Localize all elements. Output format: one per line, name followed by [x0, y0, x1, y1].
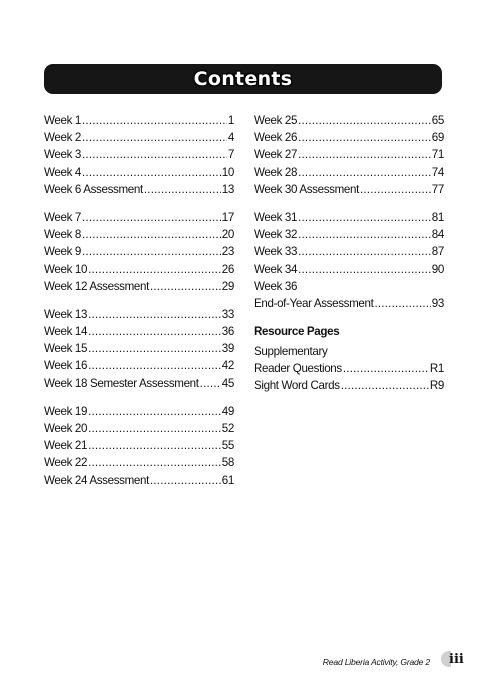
- toc-entry[interactable]: [254, 146, 444, 163]
- dot-leader: [82, 164, 221, 181]
- toc-group-2: [44, 209, 234, 295]
- toc-entry-label: Week 6 Assessment: [44, 182, 143, 196]
- toc-entry-label: Week 21: [44, 439, 88, 453]
- toc-entry-page: 42: [221, 359, 234, 373]
- toc-entry[interactable]: [44, 226, 234, 243]
- toc-entry-page: 49: [221, 404, 234, 418]
- toc-entry-label: Week 3: [44, 148, 81, 162]
- toc-entry-label: Week 8: [44, 228, 81, 242]
- toc-entry-label: Week 24 Assessment: [44, 473, 149, 487]
- toc-entry-label: Week 1: [44, 114, 81, 127]
- toc-entry-label: Week 32: [254, 228, 298, 242]
- toc-entry[interactable]: [44, 112, 234, 129]
- dot-leader: [298, 164, 431, 181]
- toc-entry-page: 87: [431, 245, 444, 259]
- toc-entry[interactable]: [44, 403, 234, 420]
- toc-entry-page: 23: [221, 245, 234, 259]
- toc-entry[interactable]: [254, 261, 444, 278]
- toc-entry-label: Week 19: [44, 404, 88, 418]
- toc-entry-label: Week 33: [254, 245, 298, 259]
- toc-entry-page: 93: [431, 296, 444, 310]
- dot-leader: [341, 377, 429, 394]
- toc-entry[interactable]: [254, 243, 444, 260]
- toc-entry-label: Week 30 Assessment: [254, 182, 359, 196]
- dot-leader: [298, 129, 431, 146]
- toc-entry-page: 13: [221, 182, 234, 196]
- dot-leader: [88, 403, 221, 420]
- toc-entry-label: Week 34: [254, 262, 298, 276]
- toc-entry-label: Week 7: [44, 210, 81, 224]
- dot-leader: [82, 146, 227, 163]
- toc-entry[interactable]: [44, 164, 234, 181]
- dot-leader: [88, 323, 221, 340]
- toc-entry-page: 7: [227, 148, 234, 162]
- toc-right-column: [254, 112, 444, 406]
- toc-entry[interactable]: [44, 357, 234, 374]
- toc-entry-page: 69: [431, 131, 444, 145]
- toc-left-column: [44, 112, 234, 500]
- contents-banner: [44, 64, 442, 94]
- toc-entry-label: Week 15: [44, 342, 88, 356]
- dot-leader: [82, 209, 221, 226]
- dot-leader: [343, 360, 429, 377]
- toc-entry[interactable]: [44, 243, 234, 260]
- dot-leader: [82, 243, 221, 260]
- footer-book-title: Read Liberia Activity, Grade 2: [322, 657, 430, 667]
- toc-entry-page: 20: [221, 228, 234, 242]
- toc-entry-label: Week 28: [254, 165, 298, 179]
- dot-leader: [298, 226, 431, 243]
- toc-entry[interactable]: [44, 306, 234, 323]
- dot-leader: [298, 112, 431, 129]
- dot-leader: [150, 472, 221, 489]
- toc-group-5: [254, 112, 444, 198]
- toc-entry-page: 74: [431, 165, 444, 179]
- toc-entry-label: Week 10: [44, 262, 88, 276]
- toc-entry-label: Week 31: [254, 210, 298, 224]
- dot-leader: [88, 437, 221, 454]
- toc-entry[interactable]: [254, 226, 444, 243]
- toc-entry[interactable]: [44, 261, 234, 278]
- toc-entry-label: Sight Word Cards: [254, 379, 340, 393]
- dot-leader: [88, 340, 221, 357]
- toc-entry-page: 33: [221, 307, 234, 321]
- toc-entry-label: Week 14: [44, 325, 88, 339]
- toc-group-3: [44, 306, 234, 392]
- dot-leader: [88, 454, 221, 471]
- toc-group-4: [44, 403, 234, 489]
- toc-entry-week36[interactable]: [254, 295, 444, 312]
- toc-entry-page: 45: [221, 376, 234, 390]
- dot-leader: [82, 112, 227, 129]
- dot-leader: [298, 261, 431, 278]
- dot-leader: [88, 420, 221, 437]
- dot-leader: [298, 243, 431, 260]
- dot-leader: [82, 226, 221, 243]
- toc-entry-label: Week 13: [44, 307, 88, 321]
- toc-entry-sight-word-cards[interactable]: [254, 377, 444, 394]
- toc-entry-label: Week 25: [254, 114, 298, 127]
- toc-entry-page: 65: [431, 114, 444, 127]
- toc-entry-page: 17: [221, 210, 234, 224]
- toc-entry-label: Week 9: [44, 245, 81, 259]
- dot-leader: [88, 261, 221, 278]
- toc-entry[interactable]: [44, 437, 234, 454]
- toc-entry-page: 10: [221, 165, 234, 179]
- dot-leader: [88, 357, 221, 374]
- toc-entry[interactable]: [254, 112, 444, 129]
- dot-leader: [298, 209, 431, 226]
- footer-page-number: iii: [449, 652, 464, 667]
- toc-entry-label: Reader Questions: [254, 362, 342, 376]
- toc-entry-reader-questions[interactable]: [254, 360, 444, 377]
- toc-entry-page: R1: [429, 362, 444, 376]
- toc-entry-supplementary-line1: Supplementary: [254, 345, 328, 359]
- toc-entry-label: Week 22: [44, 456, 88, 470]
- toc-entry[interactable]: [254, 181, 444, 198]
- toc-entry[interactable]: [254, 209, 444, 226]
- toc-entry[interactable]: [44, 209, 234, 226]
- toc-entry-page: 36: [221, 325, 234, 339]
- toc-entry[interactable]: [44, 146, 234, 163]
- toc-entry-page: 4: [227, 131, 234, 145]
- toc-entry[interactable]: [254, 164, 444, 181]
- dot-leader: [144, 181, 221, 198]
- toc-entry[interactable]: [44, 454, 234, 471]
- toc-entry-week36-line1: Week 36: [254, 279, 298, 293]
- toc-entry-page: 81: [431, 210, 444, 224]
- toc-entry[interactable]: [254, 129, 444, 146]
- toc-entry[interactable]: [44, 340, 234, 357]
- toc-entry[interactable]: [44, 375, 234, 392]
- toc-entry[interactable]: [44, 181, 234, 198]
- toc-entry[interactable]: [44, 278, 234, 295]
- toc-entry-label: Week 4: [44, 165, 81, 179]
- toc-entry-label: Week 12 Assessment: [44, 279, 149, 293]
- toc-entry-label: Week 20: [44, 422, 88, 435]
- toc-entry[interactable]: [44, 472, 234, 489]
- toc-entry-label: Week 2: [44, 131, 81, 145]
- toc-entry-page: 90: [431, 262, 444, 276]
- dot-leader: [360, 181, 431, 198]
- dot-leader: [88, 306, 221, 323]
- toc-entry-page: 29: [221, 279, 234, 293]
- toc-entry[interactable]: [44, 129, 234, 146]
- dot-leader: [298, 146, 431, 163]
- toc-entry-label: Week 26: [254, 131, 298, 145]
- toc-entry-page: 77: [431, 182, 444, 196]
- toc-entry-page: R9: [429, 379, 444, 393]
- toc-entry-page: 58: [221, 456, 234, 470]
- dot-leader: [374, 295, 430, 312]
- resource-pages-heading: Resource Pages: [254, 325, 340, 339]
- dot-leader: [82, 129, 227, 146]
- toc-entry-page: 1: [227, 114, 234, 127]
- toc-entry-page: 39: [221, 342, 234, 356]
- toc-entry-label: Week 18 Semester Assessment: [44, 376, 199, 390]
- toc-entry-label: Week 16: [44, 359, 88, 373]
- dot-leader: [200, 375, 221, 392]
- page-title: Contents: [193, 68, 293, 90]
- toc-entry-label: Week 27: [254, 148, 298, 162]
- toc-entry[interactable]: [44, 420, 234, 437]
- toc-entry-page: 55: [221, 439, 234, 453]
- toc-entry-label: End-of-Year Assessment: [254, 296, 374, 310]
- toc-entry-page: 71: [431, 148, 444, 162]
- toc-entry-page: 52: [221, 422, 234, 435]
- toc-entry-page: 61: [221, 473, 234, 487]
- toc-group-1: [44, 112, 234, 198]
- toc-entry-page: 84: [431, 228, 444, 242]
- dot-leader: [150, 278, 221, 295]
- toc-group-6: [254, 209, 444, 312]
- toc-entry-page: 26: [221, 262, 234, 276]
- resource-pages-section: [254, 323, 444, 395]
- toc-entry[interactable]: [44, 323, 234, 340]
